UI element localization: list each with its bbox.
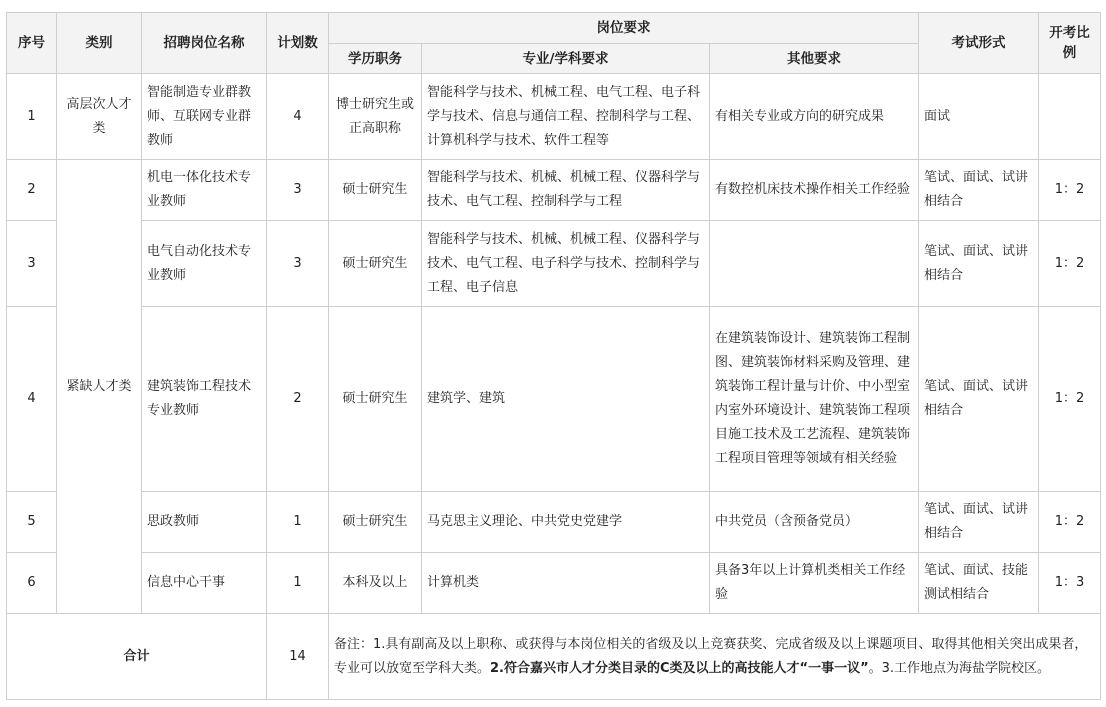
- cell-major: 建筑学、建筑: [422, 307, 710, 492]
- cell-seq: 3: [7, 221, 57, 307]
- cell-seq: 2: [7, 160, 57, 221]
- note-part-1: 备注：1.具有副高及以上职称、或获得与本岗位相关的省级及以上竞赛获奖、完成省级及以上课题项目、取得其他相关突出成果者，专业可以放宽至学科大类。: [334, 636, 1088, 676]
- header-major: 专业/学科要求: [422, 44, 710, 74]
- cell-plan: 1: [267, 553, 329, 614]
- cell-ratio: 1：2: [1039, 221, 1101, 307]
- cell-education: 硕士研究生: [329, 492, 422, 553]
- cell-ratio: [1039, 74, 1101, 160]
- table-row: [7, 160, 1101, 221]
- cell-position: 思政教师: [142, 492, 267, 553]
- cell-ratio: 1：2: [1039, 160, 1101, 221]
- header-ratio: 开考比例: [1039, 13, 1101, 74]
- recruitment-table: [6, 12, 1101, 700]
- note-part-2: 2.符合嘉兴市人才分类目录的C类及以上的高技能人才“一事一议”: [490, 660, 869, 676]
- header-exam: 考试形式: [919, 13, 1039, 74]
- cell-exam: 面试: [919, 74, 1039, 160]
- total-value: 14: [267, 614, 329, 700]
- footer-note: [329, 614, 1101, 700]
- cell-ratio: 1：3: [1039, 553, 1101, 614]
- cell-education: 硕士研究生: [329, 221, 422, 307]
- cell-other: 有数控机床技术操作相关工作经验: [710, 160, 919, 221]
- header-other: 其他要求: [710, 44, 919, 74]
- header-position: 招聘岗位名称: [142, 13, 267, 74]
- header-plan: 计划数: [267, 13, 329, 74]
- cell-other: 中共党员（含预备党员）: [710, 492, 919, 553]
- cell-ratio: 1：2: [1039, 307, 1101, 492]
- cell-education: 博士研究生或正高职称: [329, 74, 422, 160]
- table-row: [7, 492, 1101, 553]
- cell-plan: 1: [267, 492, 329, 553]
- cell-position: 电气自动化技术专业教师: [142, 221, 267, 307]
- cell-major: 智能科学与技术、机械、机械工程、仪器科学与技术、电气工程、电子科学与技术、控制科学与工程、电子信息: [422, 221, 710, 307]
- cell-exam: 笔试、面试、试讲相结合: [919, 160, 1039, 221]
- cell-plan: 2: [267, 307, 329, 492]
- cell-plan: 3: [267, 221, 329, 307]
- cell-position: 机电一体化技术专业教师: [142, 160, 267, 221]
- cell-major: 计算机类: [422, 553, 710, 614]
- cell-other: [710, 221, 919, 307]
- cell-ratio: 1：2: [1039, 492, 1101, 553]
- cell-exam: 笔试、面试、试讲相结合: [919, 492, 1039, 553]
- cell-exam: 笔试、面试、试讲相结合: [919, 221, 1039, 307]
- cell-major: 智能科学与技术、机械工程、电气工程、电子科学与技术、信息与通信工程、控制科学与工程、计算机科学与技术、软件工程等: [422, 74, 710, 160]
- header-seq: 序号: [7, 13, 57, 74]
- cell-seq: 6: [7, 553, 57, 614]
- cell-education: 本科及以上: [329, 553, 422, 614]
- cell-other: 有相关专业或方向的研究成果: [710, 74, 919, 160]
- table-row: [7, 553, 1101, 614]
- cell-position: 信息中心干事: [142, 553, 267, 614]
- note-part-3: 。3.工作地点为海盐学院校区。: [868, 660, 1051, 676]
- cell-plan: 3: [267, 160, 329, 221]
- table-row: [7, 307, 1101, 492]
- total-label: 合计: [7, 614, 267, 700]
- cell-other: 具备3年以上计算机类相关工作经验: [710, 553, 919, 614]
- cell-major: 马克思主义理论、中共党史党建学: [422, 492, 710, 553]
- cell-position: 智能制造专业群教师、互联网专业群教师: [142, 74, 267, 160]
- cell-exam: 笔试、面试、试讲相结合: [919, 307, 1039, 492]
- cell-education: 硕士研究生: [329, 307, 422, 492]
- cell-education: 硕士研究生: [329, 160, 422, 221]
- cell-other: 在建筑装饰设计、建筑装饰工程制图、建筑装饰材料采购及管理、建筑装饰工程计量与计价、中小型室内室外环境设计、建筑装饰工程项目施工技术及工艺流程、建筑装饰工程项目管理等领域有相关经验: [710, 307, 919, 492]
- cell-category: 紧缺人才类: [57, 160, 142, 614]
- cell-seq: 1: [7, 74, 57, 160]
- header-education: 学历职务: [329, 44, 422, 74]
- cell-category: 高层次人才类: [57, 74, 142, 160]
- cell-exam: 笔试、面试、技能测试相结合: [919, 553, 1039, 614]
- cell-position: 建筑装饰工程技术专业教师: [142, 307, 267, 492]
- cell-seq: 5: [7, 492, 57, 553]
- header-requirements: 岗位要求: [329, 13, 919, 44]
- table-row: [7, 74, 1101, 160]
- cell-plan: 4: [267, 74, 329, 160]
- table-row: [7, 221, 1101, 307]
- total-row: [7, 614, 1101, 700]
- header-category: 类别: [57, 13, 142, 74]
- cell-seq: 4: [7, 307, 57, 492]
- cell-major: 智能科学与技术、机械、机械工程、仪器科学与技术、电气工程、控制科学与工程: [422, 160, 710, 221]
